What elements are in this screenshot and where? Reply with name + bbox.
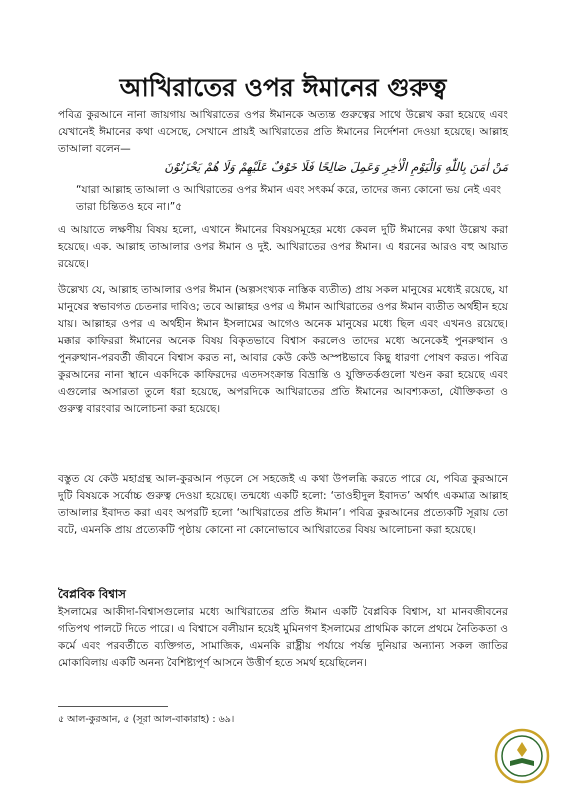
publisher-logo-icon	[494, 728, 550, 784]
paragraph-verse-note: এ আয়াতে লক্ষণীয় বিষয় হলো, এখানে ঈমানের বিষয়সমূহের মধ্যে কেবল দুটি ঈমানের কথা উল্লেখ করা হয়েছে। এক. আল্লাহ তাআলার ওপর ঈমান ও দুই. আখিরাতের ওপর ঈমান। এ ধরনের আরও বহু আয়াত রয়েছে।	[58, 224, 508, 270]
arabic-verse: مَنْ اٰمَنَ بِاللّٰهِ وَالْيَوْمِ الْاٰخِرِ وَعَمِلَ صَالِحًا فَلَا خَوْفٌ عَلَيْهِمْ وَلَا هُمْ يَحْزَنُوْنَ	[164, 160, 508, 174]
paragraph-disbelief: উল্লেখ্য যে, আল্লাহ তাআলার ওপর ঈমান (অল্পসংখ্যক নাস্তিক ব্যতীত) প্রায় সকল মানুষের মধ্যেই রয়েছে, যা মানুষের স্বভাবগত চেতনার দাবিও; তবে আল্লাহর ওপর এ ঈমান আখিরাতের ওপর ঈমান ব্যতীত অর্থহীন হয়ে যায়। আল্লাহর ওপর এ অর্থহীন ঈমান ইসলামের আগেও অনেক মানুষের মধ্যে ছিল এবং এখনও রয়েছে। মক্কার কাফিররা ঈমানের অনেক বিষয় বিকৃতভাবে বিশ্বাস করলেও তাদের মধ্যে অনেকেই পুনরুত্থান ও পুনরুত্থান-পরবর্তী জীবনে বিশ্বাস করত না, আবার কেউ কেউ অস্পষ্টভাবে কিছু ধারণা পোষণ করত। পবিত্র কুরআনের নানা স্থানে একদিকে কাফিরদের এতদসংক্রান্ত বিভ্রান্তি ও যুক্তিতর্কগুলো খণ্ডন করা হয়েছে এবং এগুলোর অসারতা তুলে ধরা হয়েছে, অপরদিকে আখিরাতের প্রতি ঈমানের আবশ্যকতা, যৌক্তিকতা ও গুরুত্ব বারংবার আলোচনা করা হয়েছে।	[58, 284, 508, 415]
footnote: ৫ আল-কুরআন, ৫ (সূরা আল-বাকারাহ) : ৬৯।	[58, 714, 235, 725]
footnote-divider	[58, 706, 168, 707]
paragraph-revolutionary-belief: ইসলামের আকীদা-বিশ্বাসগুলোর মধ্যে আখিরাতের প্রতি ঈমান একটি বৈপ্লবিক বিশ্বাস, যা মানবজীবনের গতিপথ পালটে দিতে পারে। এ বিশ্বাসে বলীয়ান হয়েই মুমিনগণ ইসলামের প্রাথমিক কালে প্রথমে নৈতিকতা ও কর্মে এবং পরবর্তীতে ব্যক্তিগত, সামাজিক, এমনকি রাষ্ট্রীয় পর্যায়ে পর্যন্ত দুনিয়ার অন্যান্য সকল জাতির মোকাবিলায় একটি অনন্য বৈশিষ্ট্যপূর্ণ আসনে উত্তীর্ণ হতে সমর্থ হয়েছিলেন।	[58, 606, 508, 669]
page-title: আখিরাতের ওপর ঈমানের গুরুত্ব	[119, 73, 447, 102]
paragraph-two-themes: বস্তুত যে কেউ মহাগ্রন্থ আল-কুরআন পড়লে সে সহজেই এ কথা উপলব্ধি করতে পারে যে, পবিত্র কুরআনে দুটি বিষয়কে সর্বোচ্চ গুরুত্ব দেওয়া হয়েছে। তন্মধ্যে একটি হলো: ‘তাওহীদুল ইবাদত’ অর্থাৎ একমাত্র আল্লাহ তাআলার ইবাদত করা এবং অপরটি হলো ‘আখিরাতের প্রতি ঈমান’। পবিত্র কুরআনের প্রত্যেকটি সূরায় তো বটে, এমনকি প্রায় প্রত্যেকটি পৃষ্ঠায় কোনো না কোনোভাবে আখিরাতের বিষয় আলোচনা করা হয়েছে।	[58, 473, 508, 536]
paragraph-intro: পবিত্র কুরআনে নানা জায়গায় আখিরাতের ওপর ঈমানকে অত্যন্ত গুরুত্বের সাথে উল্লেখ করা হয়েছে এবং যেখানেই ঈমানের কথা এসেছে, সেখানে প্রায়ই আখিরাতের প্রতি ঈমানের নির্দেশনা দেওয়া হয়েছে। আল্লাহ তাআলা বলেন—	[58, 109, 508, 155]
section-heading: বৈপ্লবিক বিশ্বাস	[58, 587, 126, 601]
verse-translation: “যারা আল্লাহ তাআলা ও আখিরাতের ওপর ঈমান এবং সৎকর্ম করে, তাদের জন্য কোনো ভয় নেই এবং তারা চিন্তিতও হবে না।”৫	[76, 184, 502, 213]
